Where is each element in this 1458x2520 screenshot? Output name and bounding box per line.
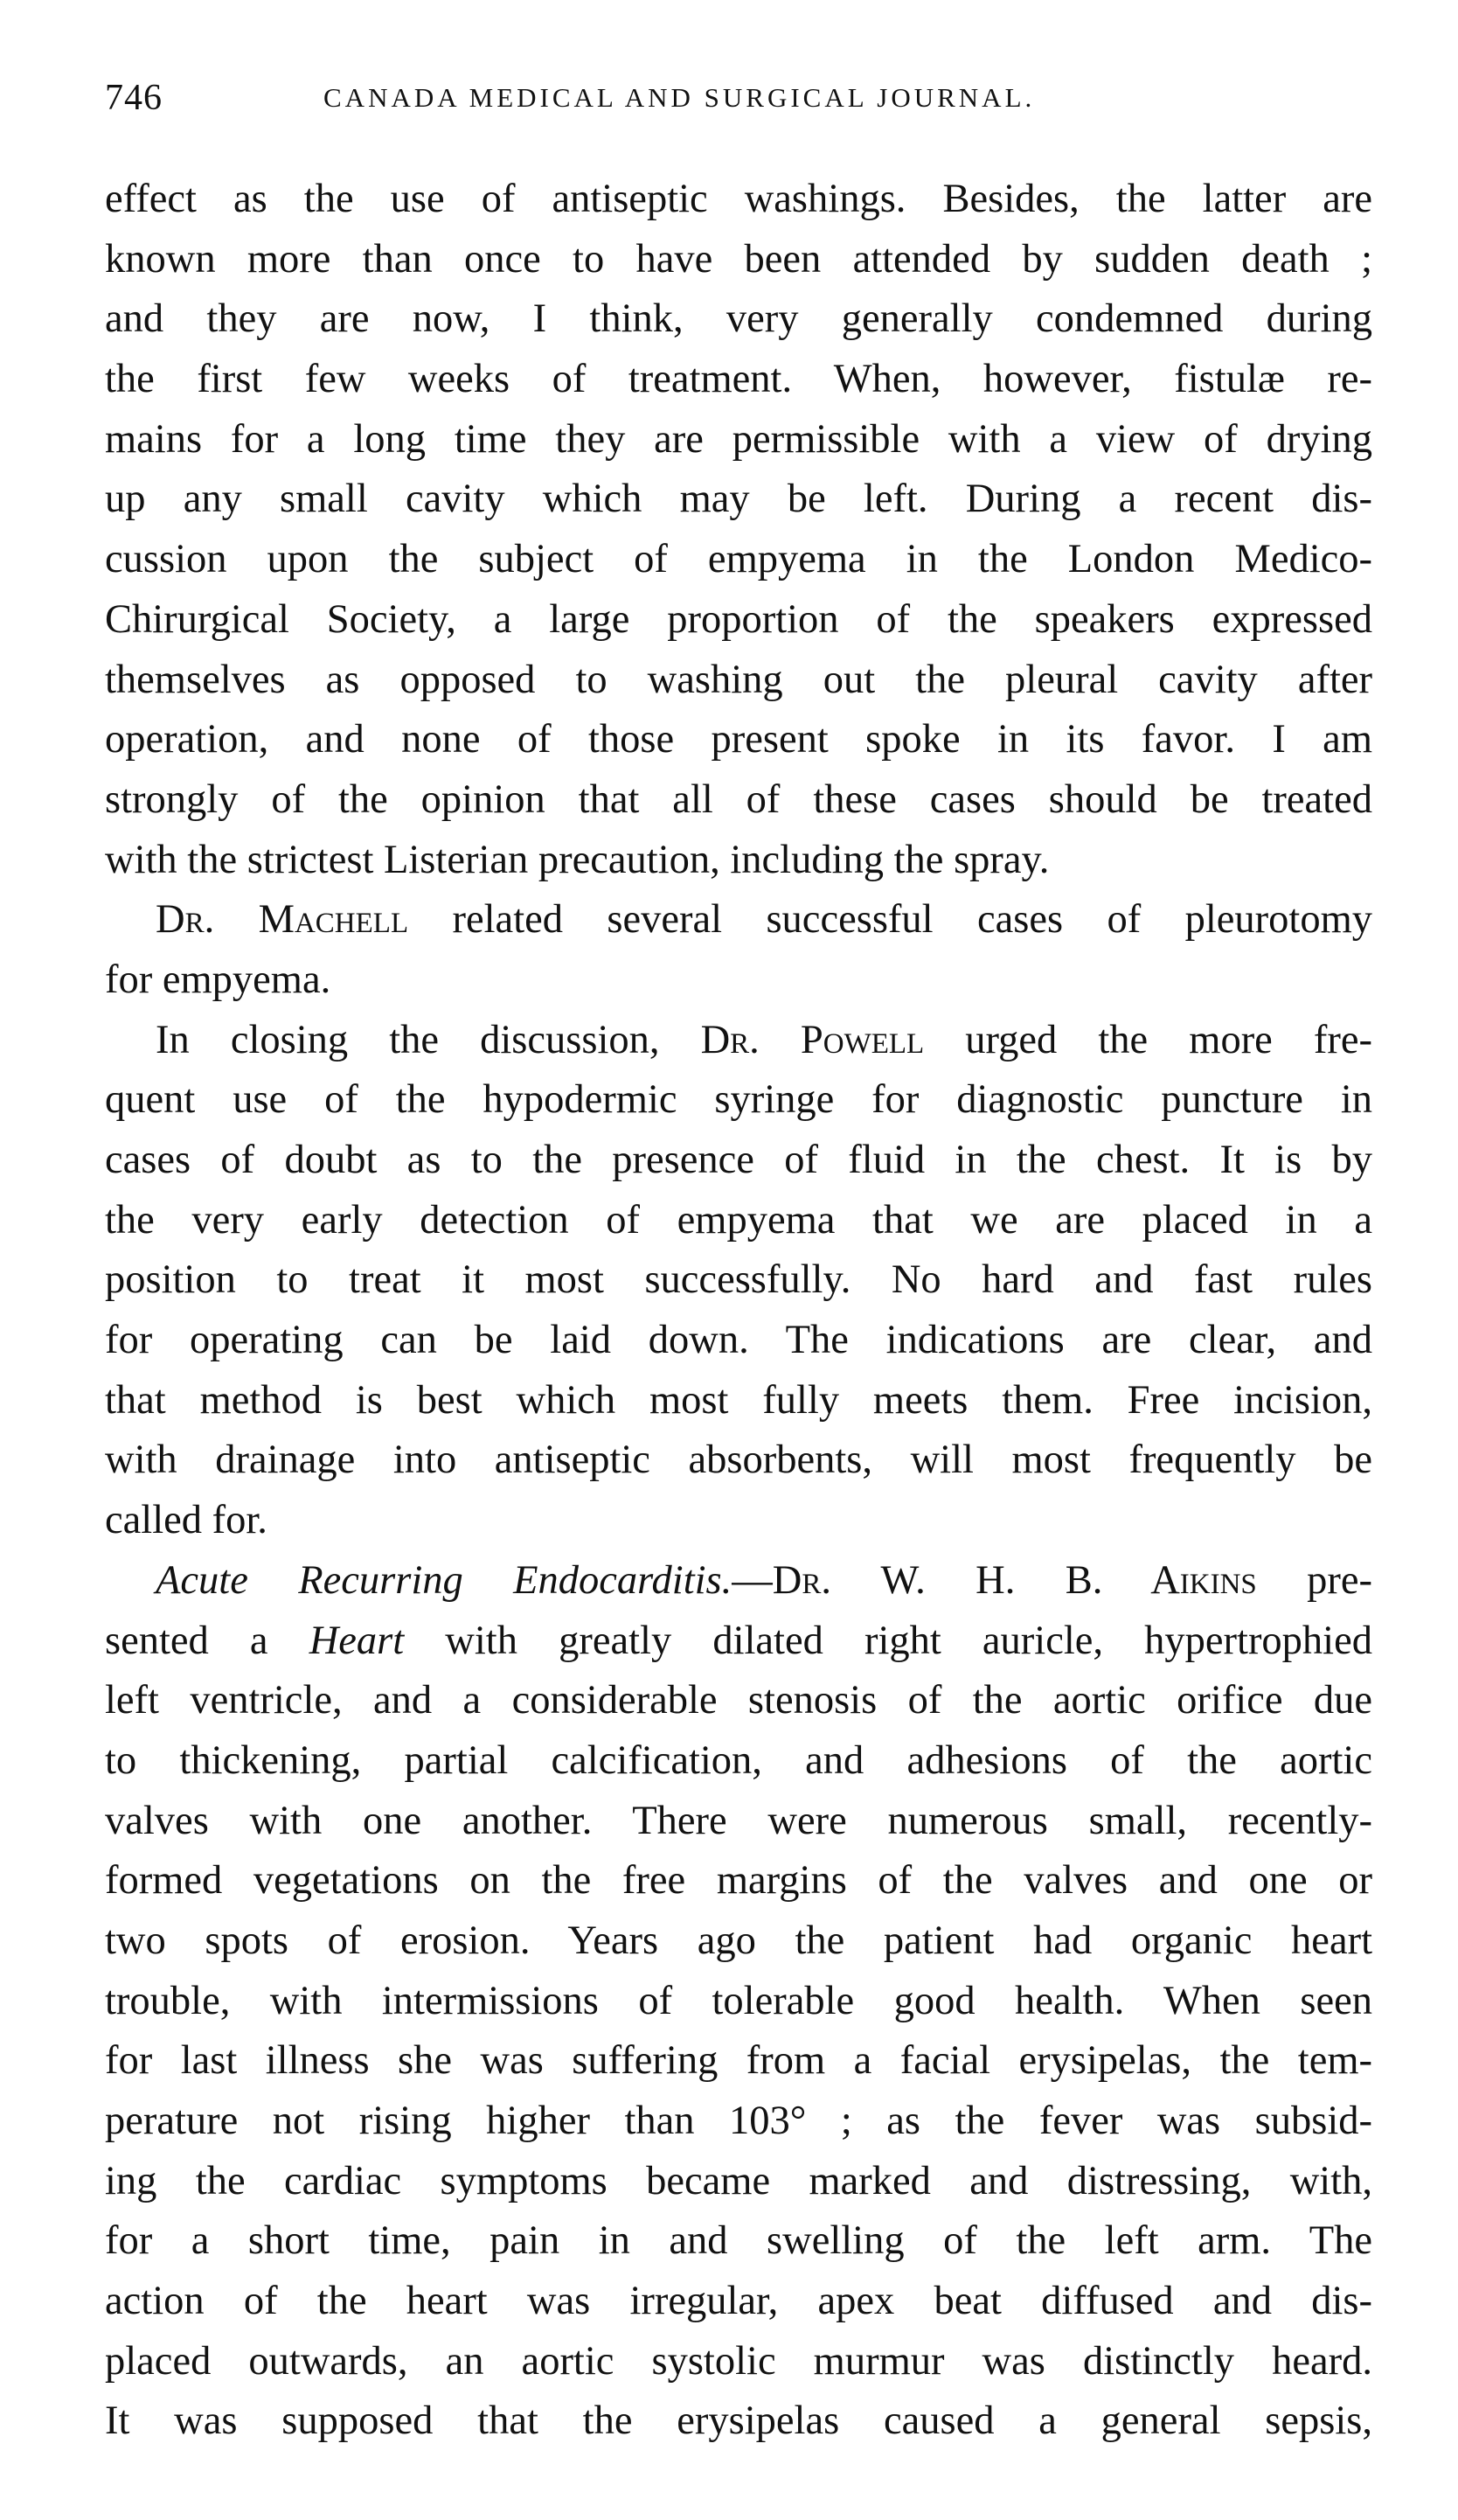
text-line: valves with one another. There were numerous small, recently- <box>105 1798 1372 1843</box>
paragraph-machell <box>105 890 1372 1010</box>
journal-page <box>105 77 1372 2452</box>
text-line: to thickening, partial calcification, and adhesions of the aortic <box>105 1737 1372 1783</box>
specimen-name: Heart <box>309 1618 405 1663</box>
text-line: and they are now, I think, very generally condemned during <box>105 296 1372 342</box>
running-head <box>105 77 1372 129</box>
text-line: perature not rising higher than 103° ; as the fever was subsid- <box>105 2099 1372 2143</box>
text-line: position to treat it most successfully. No hard and fast rules <box>105 1257 1372 1303</box>
text-line <box>105 1612 1372 1672</box>
text-line: up any small cavity which may be left. During a recent dis- <box>105 477 1372 522</box>
text-line: Chirurgical Society, a large proportion of the speakers expressed <box>105 596 1372 642</box>
text-line: left ventricle, and a considerable stenosis of the aortic orifice due <box>105 1678 1372 1723</box>
journal-title: CANADA MEDICAL AND SURGICAL JOURNAL. <box>323 82 1036 113</box>
speaker-name: Dr. W. H. B. Aikins <box>772 1557 1257 1603</box>
text-line: placed outwards, an aortic systolic murmur was distinctly heard. <box>105 2338 1372 2384</box>
text-line: strongly of the opinion that all of these cases should be treated <box>105 776 1372 822</box>
text-line: the very early detection of empyema that we are placed in a <box>105 1197 1372 1243</box>
speaker-name: Dr. Powell <box>700 1017 925 1062</box>
text-line <box>105 890 1372 950</box>
paragraph-endocarditis <box>105 1551 1372 2452</box>
text-line: trouble, with intermissions of tolerable good health. When seen <box>105 1978 1372 2023</box>
text-line: two spots of erosion. Years ago the patient had organic heart <box>105 1918 1372 1963</box>
paragraph-antiseptic-washings <box>105 170 1372 890</box>
text-line: for a short time, pain in and swelling of the left arm. The <box>105 2218 1372 2264</box>
text-span: In closing the discussion, <box>156 1017 701 1062</box>
text-line: cussion upon the subject of empyema in the London Medico- <box>105 537 1372 582</box>
text-line: themselves as opposed to washing out the pleural cavity after <box>105 657 1372 702</box>
text-line: quent use of the hypodermic syringe for diagnostic puncture in <box>105 1077 1372 1123</box>
text-line: with the strictest Listerian precaution, including the spray. <box>105 837 1050 882</box>
text-span: related several successful cases of pleurotomy <box>408 897 1372 943</box>
text-line: for operating can be laid down. The indications are clear, and <box>105 1318 1372 1363</box>
text-line: formed vegetations on the free margins of the valves and one or <box>105 1858 1372 1904</box>
text-line: It was supposed that the erysipelas caused a general sepsis, <box>105 2398 1372 2444</box>
text-span: pre- <box>1256 1557 1372 1603</box>
text-span: sented a <box>105 1618 309 1663</box>
text-line <box>105 1011 1372 1071</box>
section-heading: Acute Recurring Endocarditis. <box>156 1557 732 1603</box>
text-line: the first few weeks of treatment. When, however, fistulæ re- <box>105 357 1372 402</box>
text-line: called for. <box>105 1498 267 1543</box>
text-line: for last illness she was suffering from a facial erysipelas, the tem- <box>105 2038 1372 2084</box>
text-line: that method is best which most fully meets them. Free incision, <box>105 1377 1372 1423</box>
page-number: 746 <box>105 78 163 118</box>
text-span: urged the more fre- <box>924 1017 1372 1062</box>
text-line: with drainage into antiseptic absorbents, will most frequently be <box>105 1438 1372 1483</box>
text-line: for empyema. <box>105 957 331 1002</box>
speaker-name: Dr. Machell <box>156 897 409 943</box>
text-line: action of the heart was irregular, apex beat diffused and dis- <box>105 2279 1372 2324</box>
text-line: cases of doubt as to the presence of fluid in the chest. It is by <box>105 1138 1372 1182</box>
text-line: known more than once to have been attended by sudden death ; <box>105 236 1372 282</box>
paragraph-powell <box>105 1011 1372 1551</box>
text-span: — <box>732 1557 773 1603</box>
text-line: ing the cardiac symptoms became marked and distressing, with, <box>105 2158 1372 2203</box>
text-span: with greatly dilated right auricle, hypertrophied <box>404 1618 1372 1663</box>
text-line: mains for a long time they are permissible with a view of drying <box>105 416 1372 462</box>
text-line <box>105 1551 1372 1612</box>
text-line: operation, and none of those present spoke in its favor. I am <box>105 717 1372 762</box>
text-line: effect as the use of antiseptic washings. Besides, the latter are <box>105 177 1372 221</box>
